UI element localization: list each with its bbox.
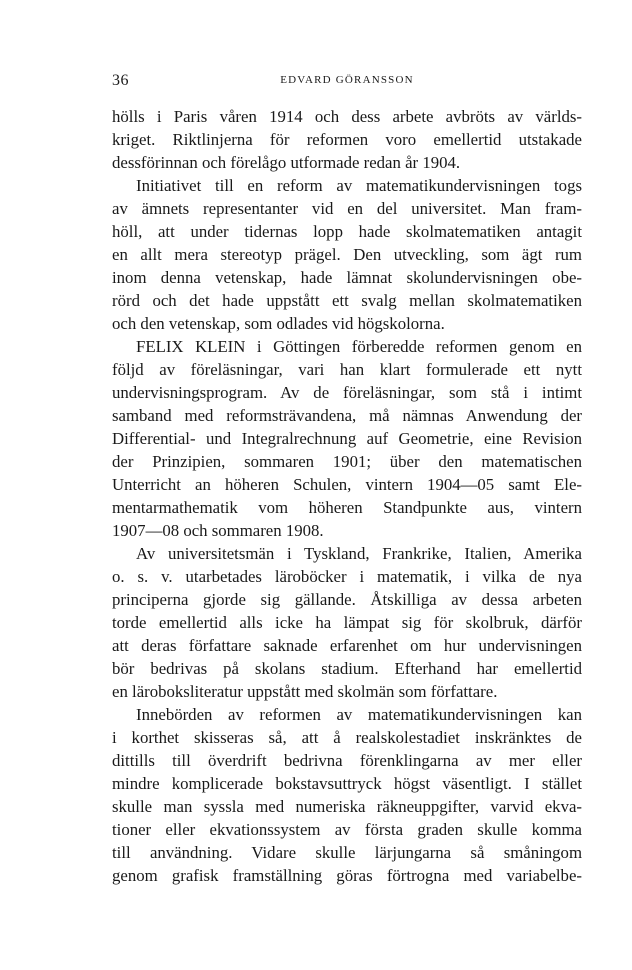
text-line: i korthet skisseras så, att å realskolestadiet inskränktes de [112,728,582,747]
text-line: och den vetenskap, som odlades vid högskolorna. [112,314,445,333]
text-line: att deras författare saknade erfarenhet om hur undervisningen [112,636,582,655]
text-line: höll, att under tidernas lopp hade skolmatematiken antagit [112,222,582,241]
running-head: EDVARD GÖRANSSON [280,74,414,86]
text-line: rörd och det hade uppstått ett svalg mellan skolmatematiken [112,291,582,310]
text-line: der Prinzipien, sommaren 1901; über den matematischen [112,452,582,471]
text-line: o. s. v. utarbetades läroböcker i matematik, i vilka de nya [112,567,582,586]
text-line: inom denna vetenskap, hade lämnat skolundervisningen obe- [112,268,582,287]
text-line: en allt mera stereotyp prägel. Den utveckling, som ägt rum [112,245,582,264]
text-line: samband med reformsträvandena, må nämnas Anwendung der [112,406,582,425]
text-line: hölls i Paris våren 1914 och dess arbete avbröts av världs- [112,107,582,126]
text-line: till användning. Vidare skulle lärjungarna så småningom [112,843,582,862]
text-line: av ämnets representanter vid en del universitet. Man fram- [112,199,582,218]
text-line: bör bedrivas på skolans stadium. Efterhand har emellertid [112,659,582,678]
text-line: Initiativet till en reform av matematikundervisningen togs [136,176,582,195]
page-number: 36 [112,72,129,89]
text-line: mentarmathematik vom höheren Standpunkte aus, vintern [112,498,582,517]
text-line: Unterricht an höheren Schulen, vintern 1904—05 samt Ele- [112,475,582,494]
text-line: följd av föreläsningar, vari han klart formulerade ett nytt [112,360,582,379]
text-line: principerna gjorde sig gällande. Åtskilliga av dessa arbeten [112,590,582,609]
text-line: dittills till överdrift bedrivna förenklingarna av mer eller [112,751,582,770]
body-text [112,105,582,887]
text-line: FELIX KLEIN i Göttingen förberedde reformen genom en [136,337,582,356]
page-header [112,72,582,92]
text-line: skulle man syssla med numeriska räkneuppgifter, varvid ekva- [112,797,582,816]
text-line: en läroboksliteratur uppstått med skolmän som författare. [112,682,498,701]
text-line: genom grafisk framställning göras förtrogna med variabelbe- [112,866,582,885]
text-line: Av universitetsmän i Tyskland, Frankrike, Italien, Amerika [136,544,582,563]
text-line: mindre komplicerade bokstavsuttryck högst väsentligt. I stället [112,774,582,793]
text-line: 1907—08 och sommaren 1908. [112,521,324,540]
text-line: torde emellertid alls icke ha lämpat sig för skolbruk, därför [112,613,582,632]
text-line: Differential- und Integralrechnung auf Geometrie, eine Revision [112,429,582,448]
text-line: dessförinnan och förelågo utformade redan år 1904. [112,153,461,172]
text-line: undervisningsprogram. Av de föreläsningar, som stå i intimt [112,383,582,402]
text-line: tioner eller ekvationssystem av första graden skulle komma [112,820,582,839]
text-line: Innebörden av reformen av matematikundervisningen kan [136,705,582,724]
text-line: kriget. Riktlinjerna för reformen voro emellertid utstakade [112,130,582,149]
